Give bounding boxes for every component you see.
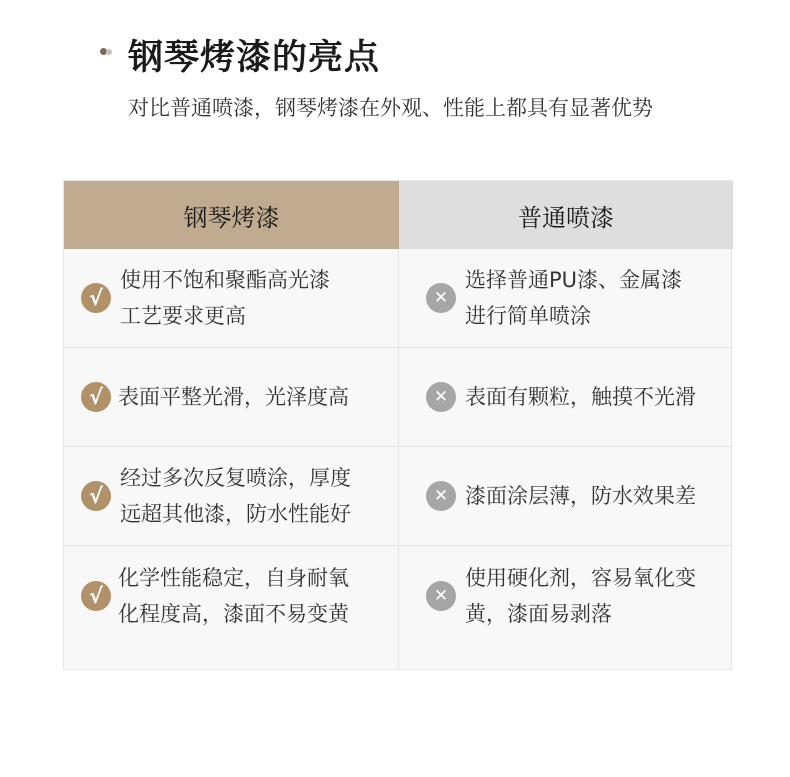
disadvantage-text: 选择普通PU漆、金属漆 进行简单喷涂 [465, 268, 683, 328]
table-row-4-left [81, 546, 349, 646]
advantage-text: 经过多次反复喷涂，厚度 远超其他漆，防水性能好 [120, 466, 351, 526]
column-divider [398, 249, 399, 670]
check-icon: √ [81, 481, 111, 511]
table-row-3-right [426, 447, 696, 545]
disadvantage-text: 使用硬化剂，容易氧化变 黄，漆面易剥落 [465, 566, 696, 626]
page-subtitle: 对比普通喷漆，钢琴烤漆在外观、性能上都具有显著优势 [128, 96, 653, 120]
disadvantage-text: 漆面涂层薄，防水效果差 [465, 484, 696, 508]
table-row-4-right [426, 546, 696, 646]
advantage-text: 表面平整光滑，光泽度高 [118, 385, 349, 409]
advantage-text: 使用不饱和聚酯高光漆 工艺要求更高 [120, 268, 330, 328]
comparison-table [63, 180, 732, 670]
table-row-3-left [81, 447, 351, 545]
table-row-2-left [81, 348, 349, 446]
cross-icon: ✕ [426, 581, 456, 611]
header-regular-spray: 普通喷漆 [399, 181, 733, 249]
advantage-text: 化学性能稳定，自身耐氧 化程度高，漆面不易变黄 [118, 566, 349, 626]
check-icon: √ [81, 581, 111, 611]
cross-icon: ✕ [426, 481, 456, 511]
cross-icon: ✕ [426, 283, 456, 313]
bullet-dots-icon [98, 48, 112, 56]
header-piano-lacquer: 钢琴烤漆 [64, 181, 399, 249]
check-icon: √ [81, 283, 111, 313]
table-row-2-right [426, 348, 696, 446]
cross-icon: ✕ [426, 382, 456, 412]
table-row-1-left [81, 249, 330, 347]
table-row-1-right [426, 249, 682, 347]
page-title: 钢琴烤漆的亮点 [128, 38, 381, 78]
disadvantage-text: 表面有颗粒，触摸不光滑 [465, 385, 696, 409]
check-icon: √ [81, 382, 111, 412]
